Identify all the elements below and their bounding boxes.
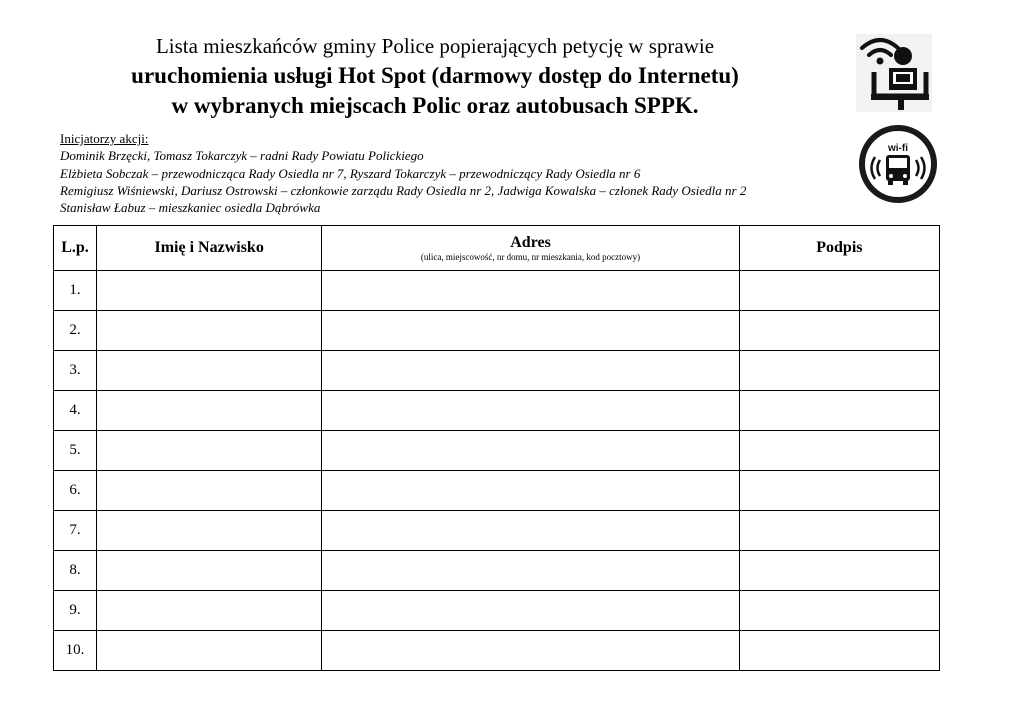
address-cell[interactable] bbox=[322, 511, 739, 551]
initiator-line: Elżbieta Sobczak – przewodnicząca Rady Osiedla nr 7, Ryszard Tokarczyk – przewodniczący Rady Osiedla nr 6 bbox=[60, 166, 641, 181]
initiators-heading: Inicjatorzy akcji: bbox=[60, 131, 149, 146]
header-address-label: Adres bbox=[510, 233, 551, 251]
table-row bbox=[54, 311, 940, 351]
name-cell[interactable] bbox=[97, 431, 322, 471]
address-cell[interactable] bbox=[322, 471, 739, 511]
table-row bbox=[54, 591, 940, 631]
petition-table bbox=[53, 225, 940, 671]
row-number: 1. bbox=[54, 271, 97, 311]
signature-cell[interactable] bbox=[739, 391, 939, 431]
title-line-3: w wybranych miejscach Polic oraz autobusach SPPK. bbox=[171, 93, 699, 118]
address-cell[interactable] bbox=[322, 311, 739, 351]
table-row bbox=[54, 631, 940, 671]
address-cell[interactable] bbox=[322, 631, 739, 671]
name-cell[interactable] bbox=[97, 511, 322, 551]
signature-cell[interactable] bbox=[739, 591, 939, 631]
wifi-bus-icon bbox=[858, 124, 938, 204]
name-cell[interactable] bbox=[97, 271, 322, 311]
initiator-line: Remigiusz Wiśniewski, Dariusz Ostrowski – członkowie zarządu Rady Osiedla nr 2, Jadwiga Kowalska – członek Rady Osiedla nr 2 bbox=[60, 183, 747, 198]
table-row bbox=[54, 551, 940, 591]
row-number: 8. bbox=[54, 551, 97, 591]
person-sitting-wifi-icon bbox=[856, 34, 932, 112]
address-cell[interactable] bbox=[322, 431, 739, 471]
address-cell[interactable] bbox=[322, 551, 739, 591]
signature-cell[interactable] bbox=[739, 351, 939, 391]
name-cell[interactable] bbox=[97, 391, 322, 431]
row-number: 7. bbox=[54, 511, 97, 551]
name-cell[interactable] bbox=[97, 471, 322, 511]
table-row bbox=[54, 471, 940, 511]
row-number: 10. bbox=[54, 631, 97, 671]
signature-cell[interactable] bbox=[739, 431, 939, 471]
header-address bbox=[322, 226, 739, 271]
signature-cell[interactable] bbox=[739, 271, 939, 311]
table-row bbox=[54, 431, 940, 471]
row-number: 5. bbox=[54, 431, 97, 471]
address-cell[interactable] bbox=[322, 391, 739, 431]
header-address-hint: (ulica, miejscowość, nr domu, nr mieszkania, kod pocztowy) bbox=[420, 251, 641, 262]
signature-cell[interactable] bbox=[739, 631, 939, 671]
title-line-1: Lista mieszkańców gminy Police popierających petycję w sprawie bbox=[155, 34, 715, 58]
name-cell[interactable] bbox=[97, 351, 322, 391]
table-row bbox=[54, 271, 940, 311]
header-name: Imię i Nazwisko bbox=[97, 226, 322, 271]
table-header-row bbox=[54, 226, 940, 271]
header-lp: L.p. bbox=[54, 226, 97, 271]
name-cell[interactable] bbox=[97, 591, 322, 631]
name-cell[interactable] bbox=[97, 631, 322, 671]
table-row bbox=[54, 391, 940, 431]
wifi-badge-text: wi-fi bbox=[888, 143, 908, 154]
header-signature: Podpis bbox=[739, 226, 939, 271]
name-cell[interactable] bbox=[97, 311, 322, 351]
address-cell[interactable] bbox=[322, 351, 739, 391]
row-number: 3. bbox=[54, 351, 97, 391]
address-cell[interactable] bbox=[322, 271, 739, 311]
signature-cell[interactable] bbox=[739, 511, 939, 551]
row-number: 4. bbox=[54, 391, 97, 431]
name-cell[interactable] bbox=[97, 551, 322, 591]
initiator-line: Dominik Brzęcki, Tomasz Tokarczyk – radni Rady Powiatu Polickiego bbox=[60, 148, 424, 163]
table-row bbox=[54, 351, 940, 391]
row-number: 2. bbox=[54, 311, 97, 351]
address-cell[interactable] bbox=[322, 591, 739, 631]
signature-cell[interactable] bbox=[739, 471, 939, 511]
row-number: 6. bbox=[54, 471, 97, 511]
title-line-2: uruchomienia usługi Hot Spot (darmowy dostęp do Internetu) bbox=[131, 63, 739, 88]
signature-cell[interactable] bbox=[739, 551, 939, 591]
signature-cell[interactable] bbox=[739, 311, 939, 351]
table-row bbox=[54, 511, 940, 551]
row-number: 9. bbox=[54, 591, 97, 631]
initiator-line: Stanisław Łabuz – mieszkaniec osiedla Dąbrówka bbox=[60, 200, 321, 215]
